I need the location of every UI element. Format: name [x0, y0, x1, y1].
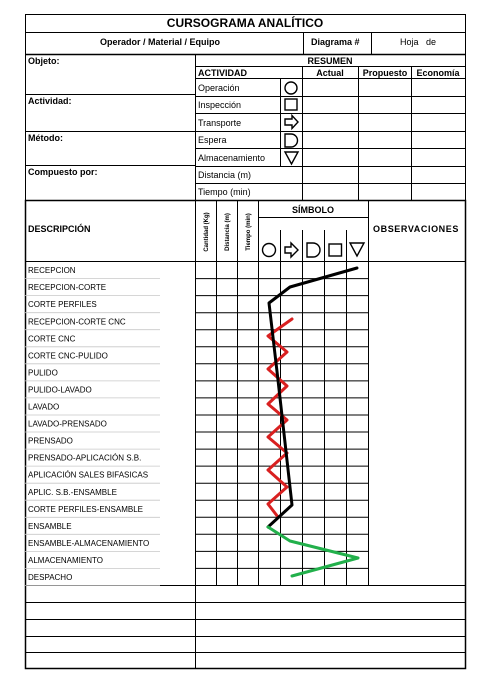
resumen-col-economia: Economía [416, 68, 460, 78]
arrow-icon [285, 116, 298, 129]
resumen-col-actividad: ACTIVIDAD [198, 68, 247, 78]
diagram-label: Diagrama # [311, 37, 360, 47]
resumen-title: RESUMEN [307, 56, 353, 66]
table-row-description: CORTE CNC [28, 334, 76, 344]
sheet-label: Hoja de [400, 37, 437, 47]
table-row-description: ALMACENAMIENTO [28, 556, 103, 565]
table-row-description: APLIC. S.B.-ENSAMBLE [28, 487, 117, 497]
circle-icon [285, 82, 297, 94]
table-row-description: CORTE PERFILES-ENSAMBLE [28, 504, 143, 514]
actividad-info-label: Actividad: [28, 96, 72, 106]
resumen-row-tiempo: Tiempo (min) [198, 187, 251, 197]
circle-icon [263, 244, 276, 257]
resumen-row-distancia: Distancia (m) [198, 170, 252, 180]
table-row-description: DESPACHO [28, 573, 73, 582]
resumen-col-propuesto: Propuesto [362, 68, 408, 78]
d-shape-icon [307, 243, 320, 257]
description-rows [25, 266, 160, 585]
table-row-description: PRENSADO [28, 436, 73, 446]
cantidad-header: Cantidad (Kg) [204, 212, 210, 252]
arrow-icon [285, 243, 298, 257]
tiempo-header: Tiempo (min) [246, 213, 252, 251]
simbolo-header: SÍMBOLO [292, 205, 334, 215]
metodo-label: Método: [28, 133, 63, 143]
table-row-description: ENSAMBLE-ALMACENAMIENTO [28, 538, 150, 548]
resumen-row-inspeccion: Inspección [198, 100, 242, 110]
triangle-icon [350, 243, 364, 256]
resumen-row-operacion: Operación [198, 83, 240, 93]
table-row-description: LAVADO [28, 402, 60, 412]
process-table-grid [25, 201, 466, 670]
square-icon [285, 99, 297, 110]
table-row-description: RECEPCION-CORTE [28, 283, 107, 293]
table-row-description: CORTE PERFILES [28, 300, 97, 310]
table-row-description: RECEPCION [28, 266, 76, 276]
table-row-description: RECEPCION-CORTE CNC [28, 317, 126, 327]
table-row-description: APLICACIÓN SALES BIFASICAS [28, 470, 149, 480]
table-row-description: PULIDO [28, 368, 58, 378]
distancia-header: Distancia (m) [225, 213, 231, 251]
objeto-label: Objeto: [28, 56, 60, 66]
resumen-row-espera: Espera [198, 135, 227, 145]
triangle-icon [285, 152, 298, 164]
flow-lines [268, 268, 358, 576]
square-icon [329, 244, 342, 256]
table-row-description: CORTE CNC-PULIDO [28, 351, 108, 361]
table-row-description: LAVADO-PRENSADO [28, 419, 107, 429]
table-row-description: ENSAMBLE [28, 521, 72, 531]
resumen-col-actual: Actual [316, 68, 344, 78]
descripcion-header: DESCRIPCIÓN [28, 224, 91, 234]
table-row-description: PULIDO-LAVADO [28, 385, 92, 395]
resumen-row-almacenamiento: Almacenamiento [198, 153, 266, 163]
operator-label: Operador / Material / Equipo [99, 37, 221, 47]
table-row-description: PRENSADO-APLICACIÓN S.B. [28, 453, 142, 463]
observaciones-header: OBSERVACIONES [373, 224, 459, 234]
resumen-row-transporte: Transporte [198, 118, 242, 128]
d-shape-icon [285, 134, 298, 147]
chart-title: CURSOGRAMA ANALÍTICO [166, 16, 324, 30]
compuesto-label: Compuesto por: [28, 167, 98, 177]
